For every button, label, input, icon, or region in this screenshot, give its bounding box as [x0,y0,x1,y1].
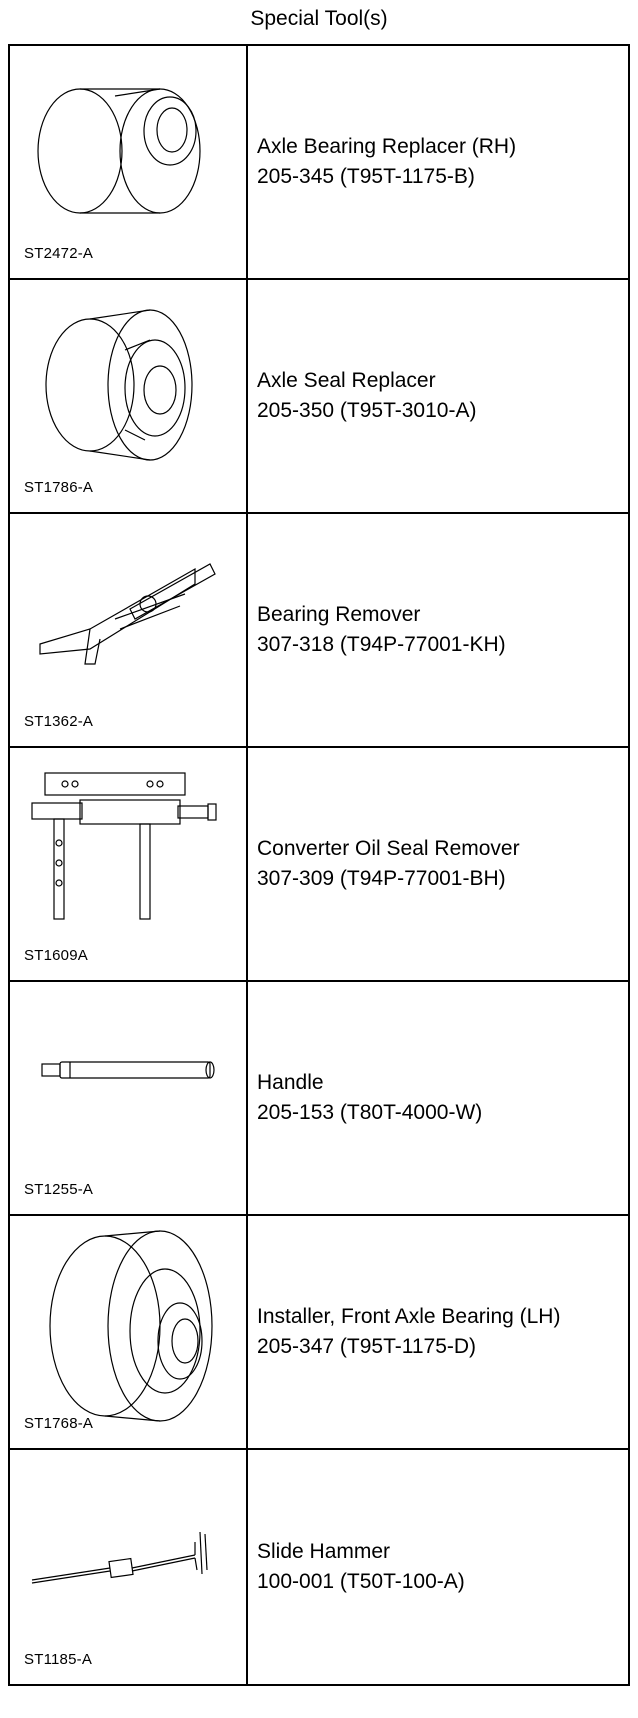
illustration-code: ST1768-A [24,1415,94,1432]
tool-illustration-cell [9,45,247,279]
tool-number: 205-350 (T95T-3010-A) [257,399,477,422]
illustration-code: ST1362-A [24,713,94,730]
tool-description-cell [247,1215,629,1449]
table-row [9,45,629,279]
tool-illustration-cell [9,513,247,747]
table-row [9,747,629,981]
tool-name: Installer, Front Axle Bearing (LH) [257,1305,561,1328]
tool-number: 307-318 (T94P-77001-KH) [257,633,506,656]
bearing-remover-illustration [10,514,246,746]
tool-description-cell [247,747,629,981]
slide-hammer-illustration [10,1450,246,1682]
tool-illustration-cell [9,981,247,1215]
tool-description-cell [247,45,629,279]
tool-illustration-cell [9,279,247,513]
tool-name: Axle Seal Replacer [257,369,436,392]
tool-description-cell [247,279,629,513]
tool-name: Slide Hammer [257,1540,391,1563]
page-title: Special Tool(s) [250,7,388,30]
table-row [9,1215,629,1449]
handle-illustration [10,982,246,1214]
illustration-code: ST1185-A [24,1651,93,1668]
tool-name: Handle [257,1071,324,1094]
tool-name: Axle Bearing Replacer (RH) [257,135,517,158]
illustration-code: ST2472-A [24,245,94,262]
table-row [9,513,629,747]
table-row [9,1449,629,1685]
special-tools-table [8,44,630,1686]
tool-illustration-cell [9,747,247,981]
tool-illustration-cell [9,1449,247,1685]
tool-description-cell [247,513,629,747]
illustration-code: ST1609A [24,947,88,964]
illustration-code: ST1786-A [24,479,94,496]
table-row [9,279,629,513]
converter-oil-seal-remover-illustration [10,748,246,980]
tool-illustration-cell [9,1215,247,1449]
table-row [9,981,629,1215]
tool-description-cell [247,1449,629,1685]
tool-number: 205-345 (T95T-1175-B) [257,165,475,188]
tool-name: Bearing Remover [257,603,421,626]
tool-name: Converter Oil Seal Remover [257,837,520,860]
axle-seal-replacer-illustration [10,280,246,512]
tool-number: 205-347 (T95T-1175-D) [257,1335,477,1358]
front-axle-bearing-installer-illustration [10,1216,246,1448]
axle-bearing-replacer-illustration [10,46,246,278]
illustration-code: ST1255-A [24,1181,94,1198]
tool-description-cell [247,981,629,1215]
tool-number: 100-001 (T50T-100-A) [257,1570,465,1593]
tool-number: 205-153 (T80T-4000-W) [257,1101,483,1124]
tool-number: 307-309 (T94P-77001-BH) [257,867,506,890]
